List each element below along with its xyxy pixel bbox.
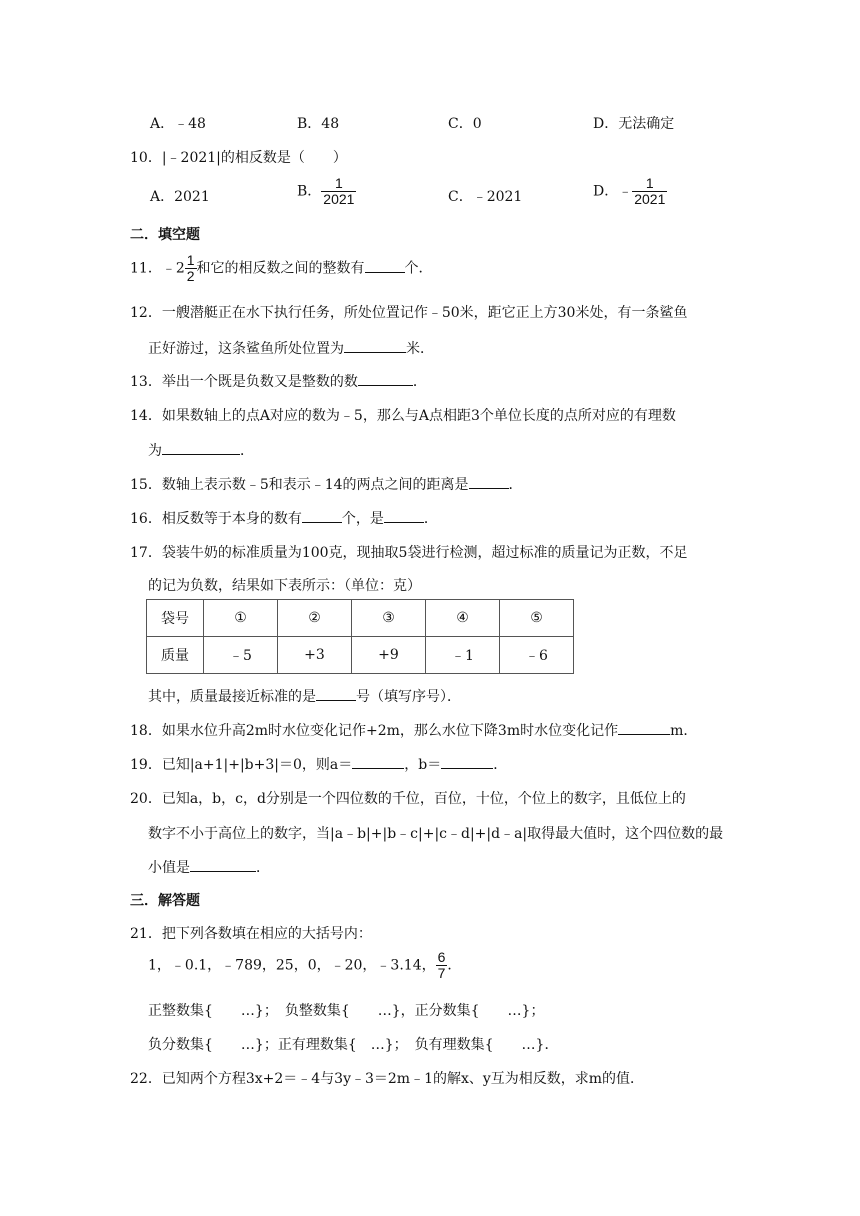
fraction-denominator: 7 [437, 965, 446, 981]
q17-line2: 的记为负数，结果如下表所示：（单位：克） [148, 578, 421, 594]
q11-end: 个． [404, 260, 433, 277]
q18-end: m． [670, 723, 698, 739]
fraction-numerator: 1 [334, 175, 343, 191]
table-cell: ④ [426, 600, 500, 637]
answer-blank[interactable] [441, 756, 493, 769]
q10-option-b-label: B． [297, 183, 322, 200]
table-cell: ② [278, 600, 352, 637]
q21-number-list-end: ． [447, 957, 462, 974]
q17-line1: 17．袋装牛奶的标准质量为100克，现抽取5袋进行检测，超过标准的质量记为正数，不足 [130, 545, 688, 561]
q10-option-d-label: D． [593, 183, 619, 200]
q15 [130, 474, 523, 494]
table-header-cell: 质量 [147, 637, 204, 674]
table-cell: ﹣5 [204, 637, 278, 674]
q17-after-end: 号（填写序号）． [356, 689, 461, 705]
q18-text: 18．如果水位升高2m时水位变化记作+2m，那么水位下降3m时水位变化记作 [130, 723, 619, 739]
answer-blank[interactable] [302, 510, 342, 523]
q21-sets-line1: 正整数集{ …}； 负整数集{ …}，正分数集{ …}； [148, 1003, 545, 1019]
q17-table [146, 599, 574, 674]
q14-line2 [148, 440, 254, 460]
q9-option-d: D．无法确定 [593, 116, 675, 132]
q20-text: 小值是 [148, 860, 190, 876]
table-cell: +9 [352, 637, 426, 674]
q9-option-b: B．48 [297, 116, 340, 132]
answer-blank[interactable] [316, 688, 356, 701]
answer-blank[interactable] [190, 859, 256, 872]
q12-line2 [148, 338, 434, 358]
q12-line1: 12．一艘潜艇正在水下执行任务，所处位置记作﹣50米，距它正上方30米处，有一条鲨鱼 [130, 305, 688, 321]
fraction-numerator: 1 [645, 175, 654, 191]
q19-text: 19．已知|a+1|+|b+3|＝0，则a＝ [130, 757, 353, 773]
table-cell: ⑤ [500, 600, 574, 637]
fraction-numerator: 6 [437, 949, 446, 965]
q10-option-d-fraction [632, 176, 667, 207]
table-cell: ③ [352, 600, 426, 637]
q13-end: ． [412, 374, 427, 390]
q19-end: ． [493, 757, 508, 773]
answer-blank[interactable] [162, 442, 240, 455]
q10-option-a: A．2021 [150, 189, 210, 205]
answer-blank[interactable] [384, 510, 424, 523]
q14-text: 为 [148, 443, 162, 459]
table-row [147, 600, 574, 637]
q22: 22．已知两个方程3x+2＝﹣4与3y﹣3＝2m﹣1的解x、y互为相反数，求m的值． [130, 1071, 645, 1087]
fraction-denominator: 2021 [634, 191, 666, 207]
q15-end: ． [508, 477, 523, 493]
table-cell: ﹣6 [500, 637, 574, 674]
q11 [130, 253, 433, 284]
q17-after-text: 其中，质量最接近标准的是 [148, 689, 316, 705]
fraction-denominator: 2021 [323, 191, 355, 207]
fraction-denominator: 2 [186, 268, 195, 284]
q19-text-mid: ，b＝ [404, 757, 442, 773]
q18 [130, 720, 697, 740]
q16-text: 16．相反数等于本身的数有 [130, 511, 302, 527]
table-header-cell: 袋号 [147, 600, 204, 637]
q16-end: ． [423, 511, 438, 527]
q10-stem: 10．|﹣2021|的相反数是（ ） [130, 150, 347, 166]
table-cell: +3 [278, 637, 352, 674]
q21-sets-line2: 负分数集{ …}；正有理数集{ …}； 负有理数集{ …}． [148, 1037, 559, 1053]
q21-stem: 21．把下列各数填在相应的大括号内： [130, 926, 372, 942]
table-cell: ﹣1 [426, 637, 500, 674]
q14-line1: 14．如果数轴上的点A对应的数为﹣5，那么与A点相距3个单位长度的点所对应的有理数 [130, 408, 676, 424]
q21-numbers [148, 950, 461, 981]
table-row [147, 637, 574, 674]
q9-option-c: C．0 [448, 116, 482, 132]
q10-option-c: C．﹣2021 [448, 189, 523, 205]
answer-blank[interactable] [352, 756, 404, 769]
q15-text: 15．数轴上表示数﹣5和表示﹣14的两点之间的距离是 [130, 477, 469, 493]
q19 [130, 754, 507, 774]
q11-text: 和它的相反数之间的整数有 [196, 260, 365, 277]
q12-end: 米． [406, 341, 434, 357]
answer-blank[interactable] [365, 260, 405, 273]
q10-option-b-fraction [321, 176, 356, 207]
q13-text: 13．举出一个既是负数又是整数的数 [130, 374, 358, 390]
answer-blank[interactable] [358, 373, 413, 386]
q10-option-d-sign: ﹣ [618, 183, 633, 200]
q17-after [148, 686, 461, 706]
answer-blank[interactable] [469, 476, 509, 489]
answer-blank[interactable] [344, 340, 406, 353]
q14-end: ． [240, 443, 254, 459]
q16 [130, 508, 438, 528]
q9-option-a: A．﹣48 [150, 116, 206, 132]
q21-number-list: 1，﹣0.1，﹣789，25，0，﹣20，﹣3.14， [148, 957, 436, 974]
section-solution-title: 三．解答题 [130, 893, 200, 909]
q20-line3 [148, 857, 270, 877]
q12-text: 正好游过，这条鲨鱼所处位置为 [148, 341, 344, 357]
fraction-numerator: 1 [186, 252, 195, 268]
q21-fraction [436, 950, 448, 981]
q20-end: ． [256, 860, 270, 876]
q11-fraction [185, 253, 197, 284]
q10-option-d [593, 176, 667, 207]
answer-blank[interactable] [618, 722, 670, 735]
section-fill-in-title: 二．填空题 [130, 227, 200, 243]
q16-text-mid: 个，是 [341, 511, 384, 527]
q10-option-b [297, 176, 356, 207]
table-cell: ① [204, 600, 278, 637]
q13 [130, 371, 427, 391]
q11-prefix: 11．﹣2 [130, 260, 185, 277]
q20-line2: 数字不小于高位上的数字，当|a﹣b|+|b﹣c|+|c﹣d|+|d﹣a|取得最大值时，这个四位数的最 [148, 826, 724, 842]
q20-line1: 20．已知a，b，c，d分别是一个四位数的千位，百位，十位，个位上的数字，且低位上的 [130, 791, 686, 807]
